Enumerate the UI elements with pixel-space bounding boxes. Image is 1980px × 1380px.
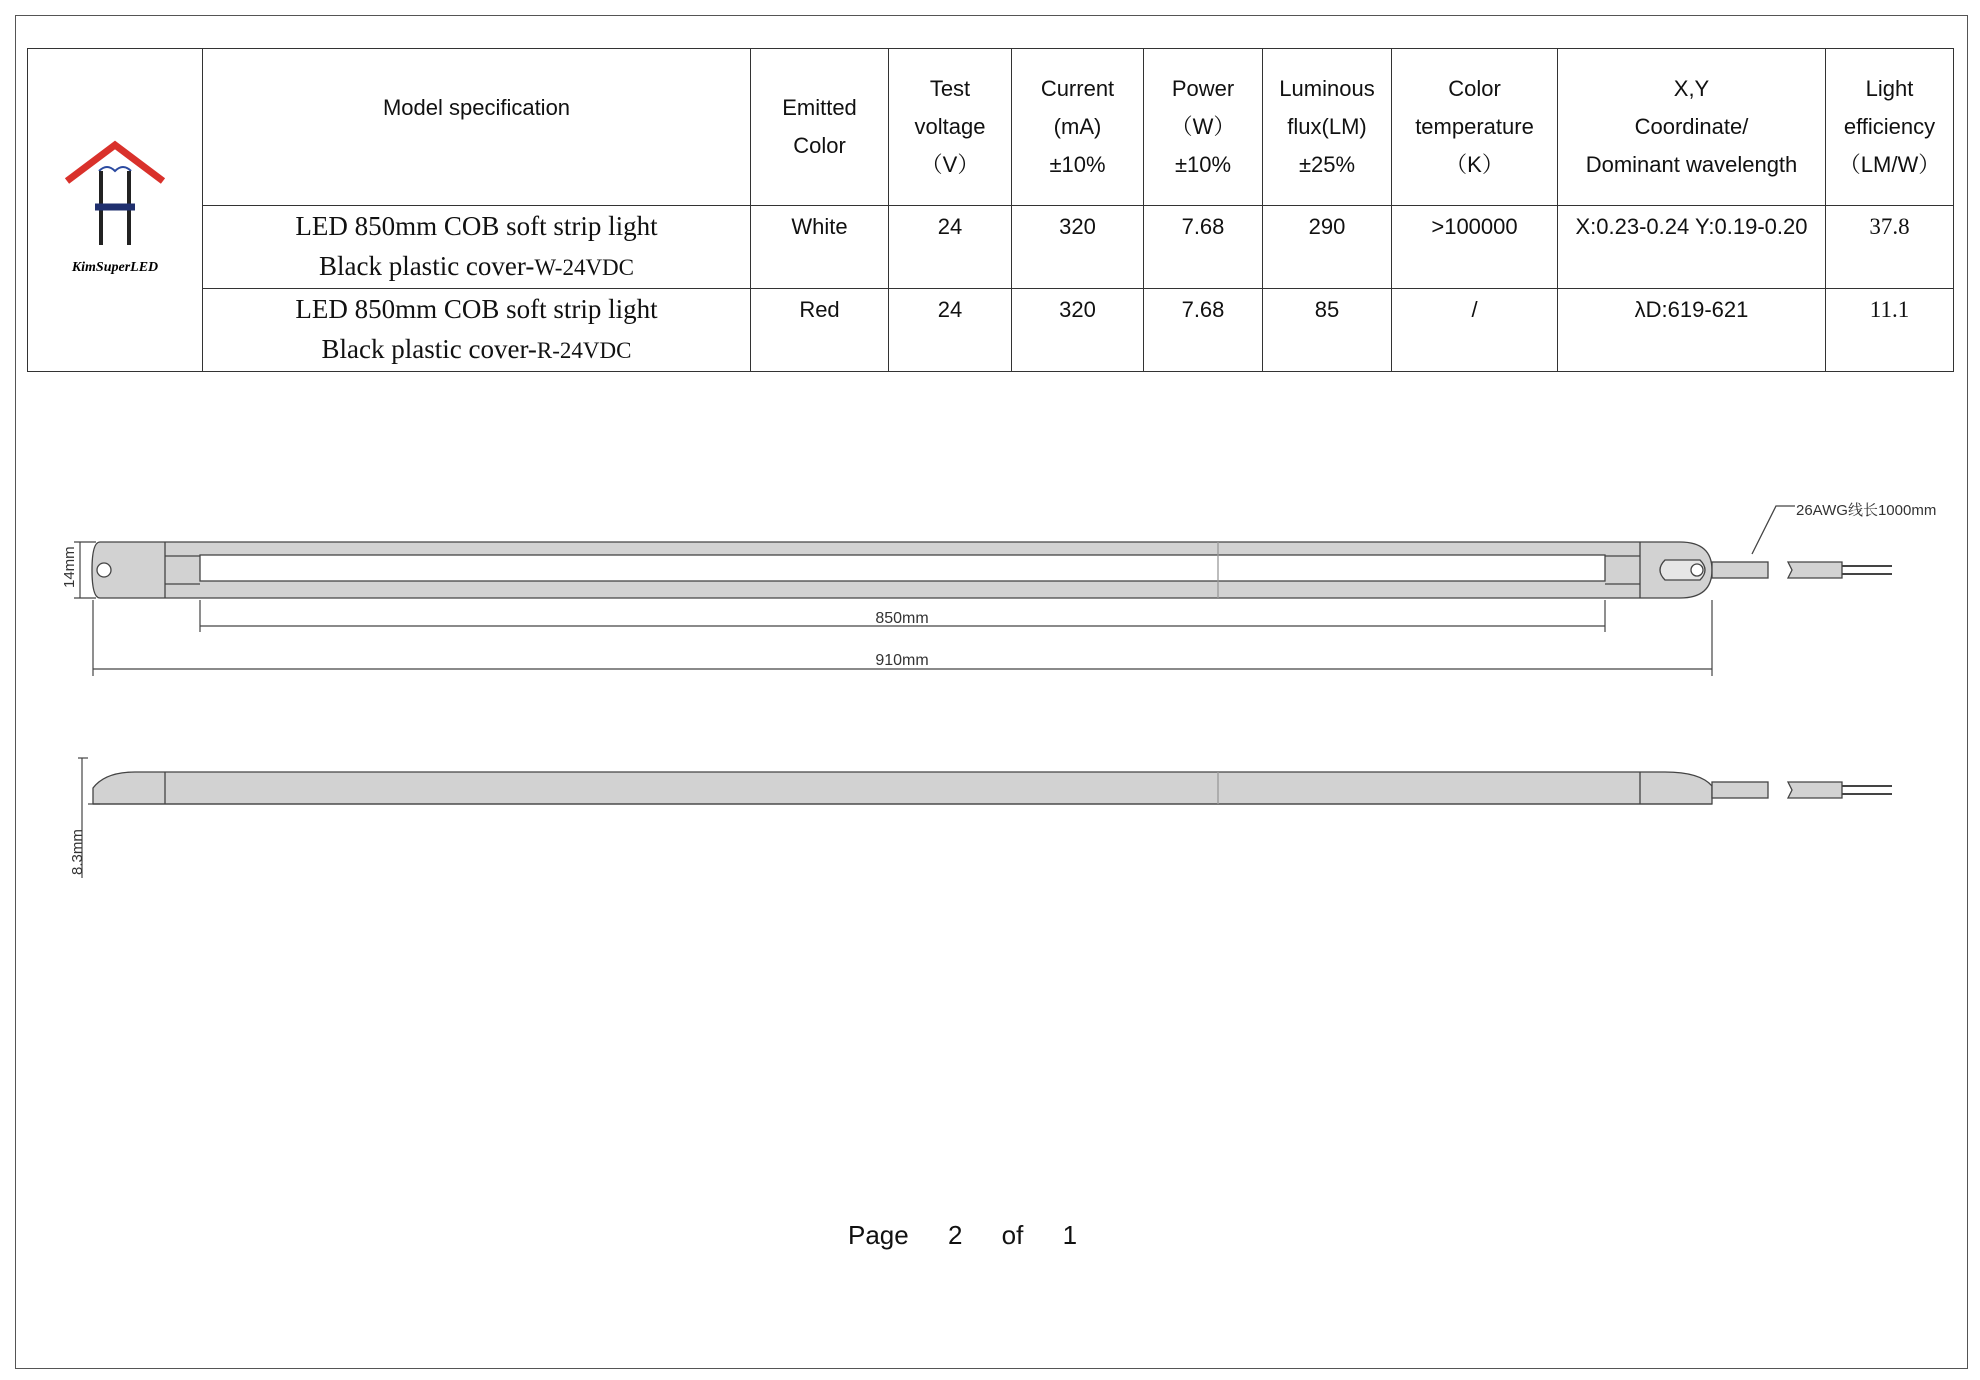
footer-of-word: of [1001,1220,1024,1250]
row-efficiency: 37.8 [1826,206,1954,289]
row-voltage: 24 [889,289,1012,372]
dim-outer-label: 910mm [875,652,929,669]
dim-inner-label: 850mm [875,610,929,627]
row-xy: X:0.23-0.24 Y:0.19-0.20 [1558,206,1826,289]
header-cct: Color temperature （K） [1392,49,1558,206]
header-flux: Luminous flux(LM) ±25% [1263,49,1392,206]
row-flux: 290 [1263,206,1392,289]
row-model: LED 850mm COB soft strip light Black plastic cover-R-24VDC [203,289,751,372]
mount-hole-right-icon [1691,564,1703,576]
cable-end-top [1788,562,1842,578]
footer-page-num: 2 [947,1220,963,1250]
side-view [93,772,1892,804]
row-current: 320 [1012,289,1144,372]
wire-leader-line [1752,506,1795,554]
row-color: White [751,206,889,289]
dim-height-label: 8.3mm [69,829,86,875]
logo-brand-text: KimSuperLED [71,259,159,275]
row-current: 320 [1012,206,1144,289]
cable-end-side [1788,782,1842,798]
mount-hole-left-icon [97,563,111,577]
row-xy: λD:619-621 [1558,289,1826,372]
row-model: LED 850mm COB soft strip light Black plastic cover-W-24VDC [203,206,751,289]
header-power: Power （W） ±10% [1144,49,1263,206]
row-efficiency: 11.1 [1826,289,1954,372]
dim-width-label: 14mm [61,546,78,588]
row-color: Red [751,289,889,372]
cable-segment-top [1712,562,1768,578]
header-model: Model specification [203,49,751,206]
row-cct: / [1392,289,1558,372]
row-power: 7.68 [1144,206,1263,289]
top-view [92,506,1892,598]
strip-top-window [200,555,1605,581]
page-footer [848,1220,1095,1251]
row-cct: >100000 [1392,206,1558,289]
row-power: 7.68 [1144,289,1263,372]
header-efficiency: Light efficiency （LM/W） [1826,49,1954,206]
header-color: Emitted Color [751,49,889,206]
footer-page-total: 1 [1062,1220,1078,1250]
row-flux: 85 [1263,289,1392,372]
header-voltage: Test voltage （V） [889,49,1012,206]
header-xy: X,Y Coordinate/ Dominant wavelength [1558,49,1826,206]
wire-label: 26AWG线长1000mm [1796,502,1937,519]
row-voltage: 24 [889,206,1012,289]
header-current: Current (mA) ±10% [1012,49,1144,206]
cable-segment-side [1712,782,1768,798]
strip-side-body [93,772,1712,804]
footer-page-word: Page [848,1220,909,1250]
